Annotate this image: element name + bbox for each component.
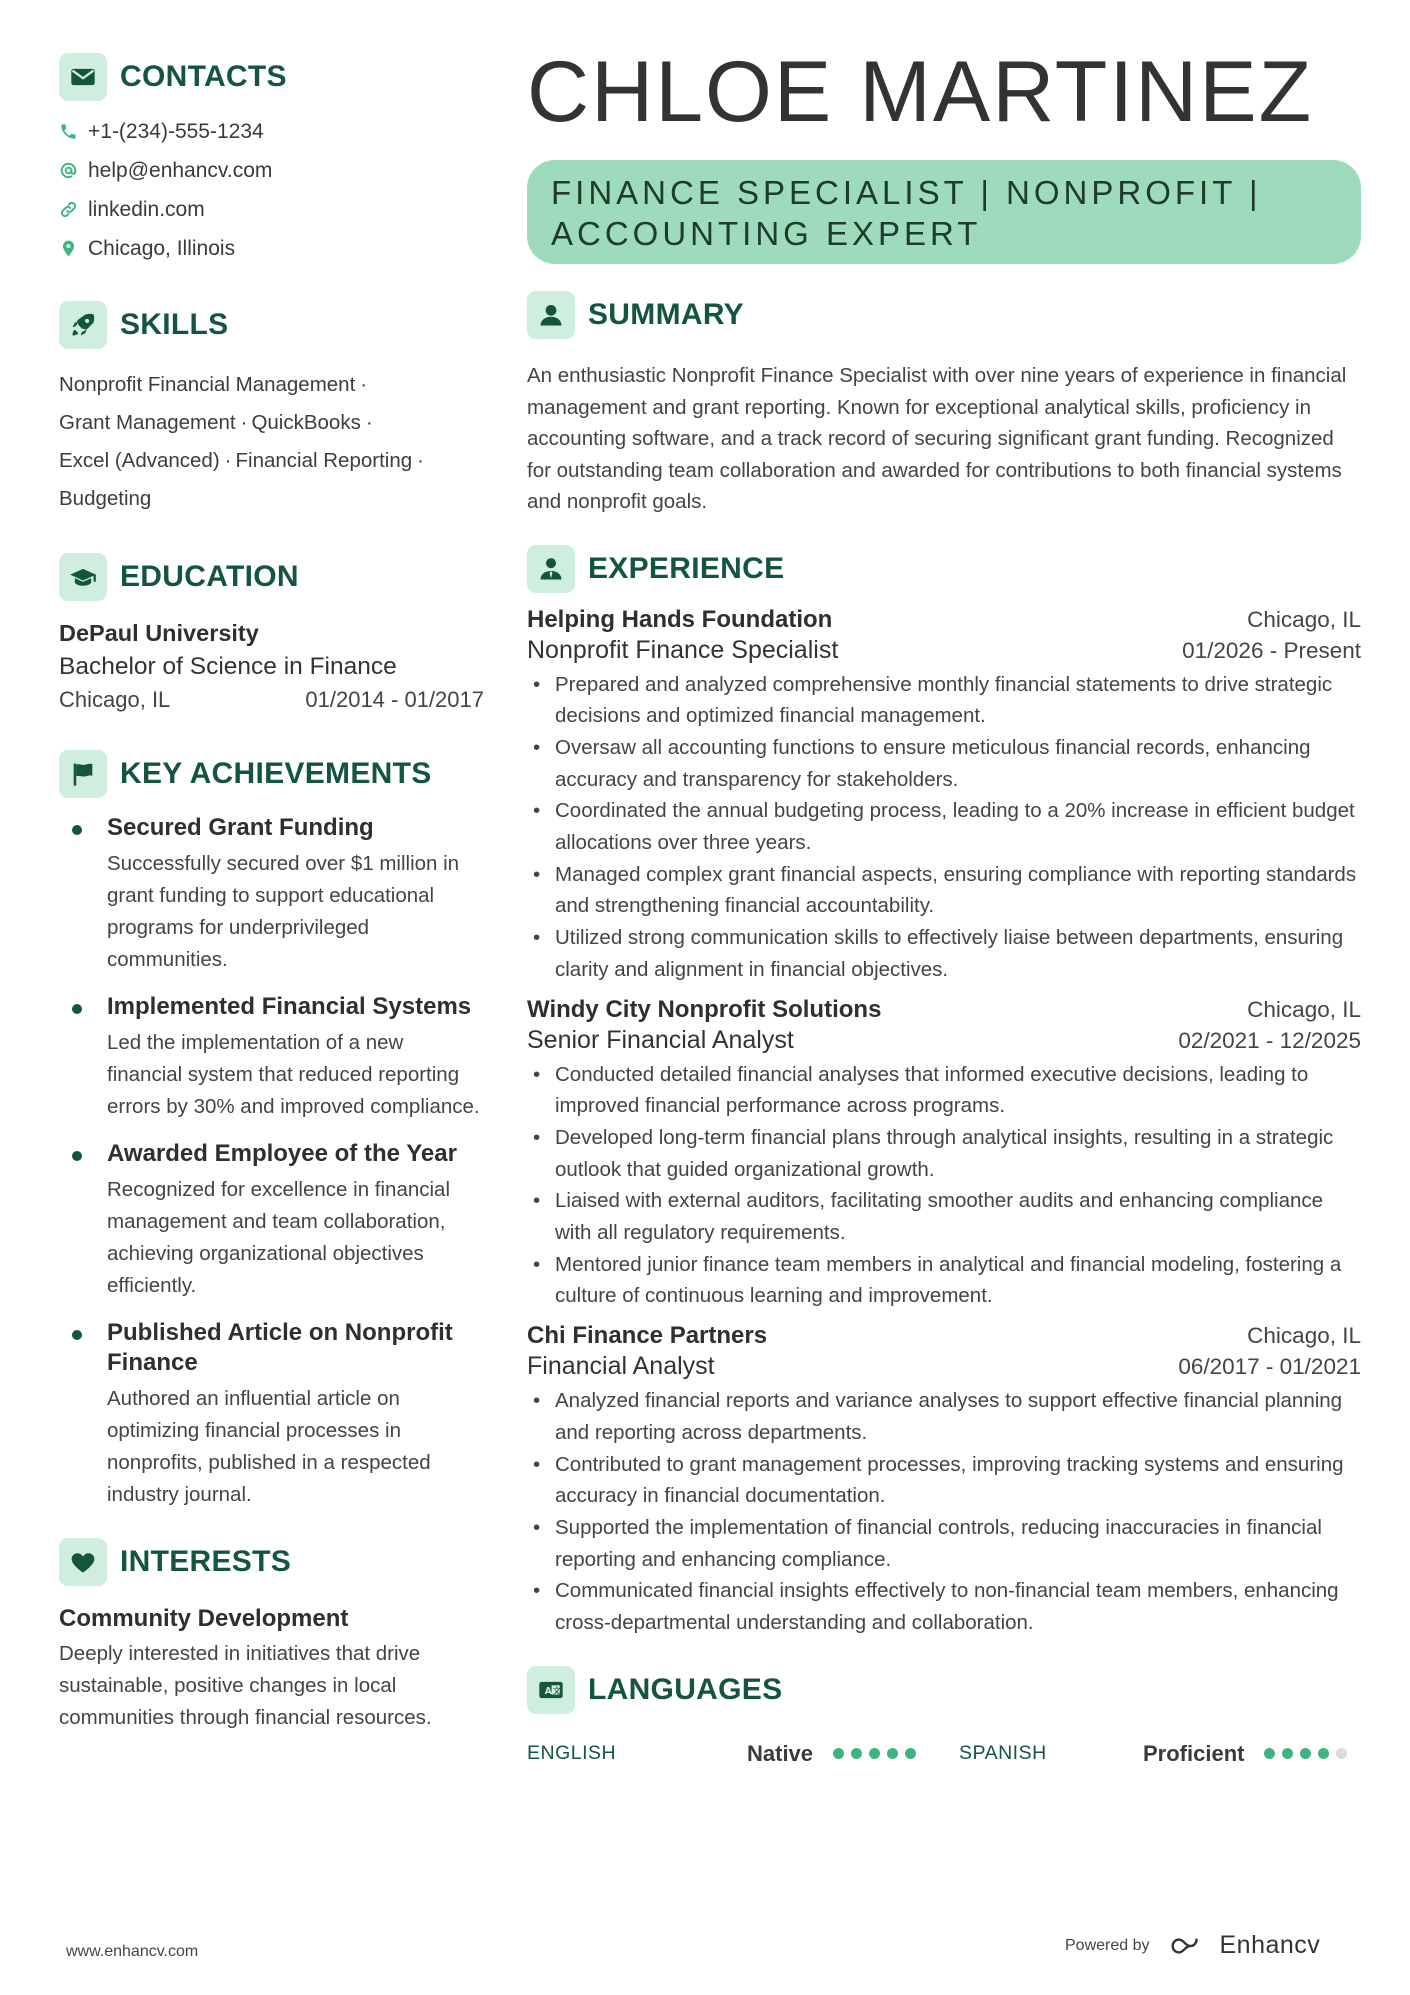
job-bullet: • Managed complex grant financial aspects, ensuring compliance with reporting standards and strengthening financial accountability.: [527, 859, 1361, 922]
job-location: Chicago, IL: [1247, 1323, 1361, 1349]
languages-heading: LANGUAGES: [588, 1672, 783, 1706]
heart-icon: [59, 1538, 107, 1586]
skill-item: Excel (Advanced): [59, 449, 220, 472]
language-level: Proficient: [1143, 1740, 1245, 1766]
footer-branding: [1065, 1931, 1320, 1960]
at-icon: [59, 161, 78, 180]
language-name: ENGLISH: [527, 1742, 617, 1765]
rating-dot-filled: [833, 1748, 844, 1759]
linkedin-text: linkedin.com: [88, 197, 205, 221]
skill-item: Budgeting: [59, 487, 152, 510]
job-entry: [527, 1322, 1361, 1639]
job-bullet: • Coordinated the annual budgeting process, leading to a 20% increase in efficient budget allocations over three years.: [527, 795, 1361, 858]
achievement-text: Recognized for excellence in financial management and team collaboration, achieving organizational objectives efficiently.: [107, 1178, 451, 1297]
job-company: Windy City Nonprofit Solutions: [527, 995, 882, 1023]
achievement-text: Authored an influential article on optimizing financial processes in nonprofits, published in a respected industry journal.: [107, 1387, 431, 1506]
brand-name: Enhancv: [1219, 1931, 1321, 1959]
skills-list: Nonprofit Financial Management · Grant Management · QuickBooks · Excel (Advanced) · Financial Reporting · Budgeting: [59, 373, 424, 510]
rocket-icon: [59, 301, 107, 349]
education-dates: 01/2014 - 01/2017: [305, 687, 484, 712]
headline-band: FINANCE SPECIALIST | NONPROFIT | ACCOUNTING EXPERT: [527, 160, 1361, 264]
contact-email[interactable]: [59, 151, 484, 190]
job-bullet: • Contributed to grant management processes, improving tracking systems and ensuring accuracy in financial documentation.: [527, 1449, 1361, 1512]
job-role: Financial Analyst: [527, 1352, 715, 1381]
svg-text:A: A: [544, 1685, 552, 1697]
footer-website[interactable]: www.enhancv.com: [66, 1943, 199, 1960]
languages-section-header: [527, 1665, 1361, 1715]
achievement-item: [59, 1318, 484, 1511]
achievement-text: Led the implementation of a new financial system that reduced reporting errors by 30% and improved compliance.: [107, 1031, 480, 1118]
achievement-item: [59, 1139, 484, 1302]
contacts-heading: CONTACTS: [120, 60, 287, 93]
link-icon: [59, 200, 78, 219]
job-dates: 01/2026 - Present: [1182, 637, 1361, 663]
contact-location: [59, 229, 484, 268]
job-dates: 02/2021 - 12/2025: [1178, 1027, 1361, 1053]
achievement-title: Awarded Employee of the Year: [107, 1140, 457, 1167]
job-bullet: • Mentored junior finance team members in analytical and financial modeling, fostering a culture of continuous learning and improvement.: [527, 1249, 1361, 1312]
job-location: Chicago, IL: [1247, 996, 1361, 1022]
job-header: [527, 996, 1361, 1024]
achievement-title: Secured Grant Funding: [107, 814, 374, 841]
education-school: DePaul University: [59, 620, 259, 646]
contact-linkedin[interactable]: [59, 190, 484, 229]
businessman-icon: [527, 545, 575, 593]
rating-dot-filled: [887, 1748, 898, 1759]
job-bullet: • Analyzed financial reports and variance analyses to support effective financial planning and reporting across departments.: [527, 1385, 1361, 1448]
envelope-icon: [59, 53, 107, 101]
job-bullet: • Conducted detailed financial analyses that informed executive decisions, leading to improved financial performance across programs.: [527, 1059, 1361, 1122]
contacts-list: [59, 112, 484, 268]
graduation-cap-icon: [59, 553, 107, 601]
interest-text: Deeply interested in initiatives that drive sustainable, positive changes in local communities through financial resources.: [59, 1642, 432, 1729]
language-rating: [833, 1748, 916, 1759]
svg-text:文: 文: [552, 1685, 561, 1696]
job-entry: [527, 996, 1361, 1313]
job-subheader: [527, 636, 1361, 665]
rating-dot-filled: [1282, 1748, 1293, 1759]
interests-section-header: [59, 1537, 484, 1587]
job-dates: 06/2017 - 01/2021: [1178, 1354, 1361, 1380]
location-text: Chicago, Illinois: [88, 236, 236, 260]
achievement-item: [59, 992, 484, 1123]
rating-dot-empty: [1336, 1748, 1347, 1759]
summary-text: An enthusiastic Nonprofit Finance Specialist with over nine years of experience in financial management and grant reporting. Known for exceptional analytical skills, proficiency in accounting software, and a track record of securing significant grant funding. Recognized for outstanding team collaboration and awarded for contributions to both financial systems and nonprofit goals.: [527, 364, 1347, 513]
education-meta: [59, 687, 484, 713]
skill-item: QuickBooks: [251, 411, 361, 434]
education-section-header: [59, 552, 484, 602]
contacts-section-header: [59, 52, 484, 102]
job-bullet: • Supported the implementation of financial controls, reducing inaccuracies in financial reporting and enhancing compliance.: [527, 1512, 1361, 1575]
candidate-name: CHLOE MARTINEZ: [527, 44, 1314, 140]
achievements-section-header: [59, 749, 484, 799]
summary-section-header: [527, 290, 1361, 340]
phone-text: +1-(234)-555-1234: [88, 119, 264, 143]
achievements-heading: KEY ACHIEVEMENTS: [120, 757, 432, 790]
left-column: [59, 52, 484, 1734]
achievement-title: Implemented Financial Systems: [107, 993, 472, 1020]
experience-section-header: [527, 544, 1361, 594]
summary-heading: SUMMARY: [588, 298, 744, 331]
map-pin-icon: [59, 239, 78, 258]
job-company: Chi Finance Partners: [527, 1322, 768, 1350]
achievements-list: [59, 813, 484, 1511]
job-company: Helping Hands Foundation: [527, 605, 833, 633]
skills-heading: SKILLS: [120, 308, 229, 341]
powered-by-text: Powered by: [1065, 1936, 1150, 1954]
education-heading: EDUCATION: [120, 560, 299, 593]
job-header: [527, 606, 1361, 634]
job-bullet: • Oversaw all accounting functions to ensure meticulous financial records, enhancing accuracy and transparency for stakeholders.: [527, 732, 1361, 795]
job-bullet: • Prepared and analyzed comprehensive monthly financial statements to drive strategic decisions and optimized financial management.: [527, 669, 1361, 732]
job-subheader: [527, 1026, 1361, 1055]
skills-section-header: [59, 300, 484, 350]
education-degree: Bachelor of Science in Finance: [59, 653, 397, 680]
language-level: Native: [747, 1740, 814, 1766]
skill-item: Nonprofit Financial Management: [59, 373, 356, 396]
experience-heading: EXPERIENCE: [588, 551, 785, 585]
job-bullets: [527, 1385, 1361, 1639]
rating-dot-filled: [1318, 1748, 1329, 1759]
enhancv-logo[interactable]: [1168, 1931, 1321, 1960]
rating-dot-filled: [851, 1748, 862, 1759]
job-location: Chicago, IL: [1247, 606, 1361, 632]
enhancv-logo-icon: [1168, 1935, 1214, 1957]
job-bullet: • Liaised with external auditors, facilitating smoother audits and enhancing compliance with all regulatory requirements.: [527, 1185, 1361, 1248]
skill-item: Grant Management: [59, 411, 236, 434]
language-icon: [527, 1666, 575, 1714]
rating-dot-filled: [1264, 1748, 1275, 1759]
contact-phone[interactable]: [59, 112, 484, 151]
right-column: [527, 44, 1361, 1767]
flag-icon: [59, 750, 107, 798]
job-bullets: [527, 1059, 1361, 1313]
rating-dot-filled: [905, 1748, 916, 1759]
interest-title: Community Development: [59, 1605, 349, 1632]
rating-dot-filled: [1300, 1748, 1311, 1759]
bullet-dot: [72, 825, 82, 835]
languages-row: [527, 1741, 1361, 1767]
education-location: Chicago, IL: [59, 687, 171, 712]
achievement-item: [59, 813, 484, 976]
job-subheader: [527, 1352, 1361, 1381]
skill-item: Financial Reporting: [235, 449, 413, 472]
job-bullet: • Developed long-term financial plans through analytical insights, resulting in a strategic outlook that guided organizational growth.: [527, 1122, 1361, 1185]
user-icon: [527, 291, 575, 339]
job-bullet: • Utilized strong communication skills to effectively liaise between departments, ensuring clarity and alignment in financial objectives.: [527, 922, 1361, 985]
language-item: [959, 1741, 1359, 1767]
job-entry: [527, 606, 1361, 986]
job-role: Nonprofit Finance Specialist: [527, 635, 839, 664]
language-item: [527, 1741, 927, 1767]
job-bullet: • Communicated financial insights effectively to non-financial team members, enhancing cross-departmental understanding and collaboration.: [527, 1575, 1361, 1638]
job-bullets: [527, 669, 1361, 986]
language-name: SPANISH: [959, 1742, 1047, 1765]
rating-dot-filled: [869, 1748, 880, 1759]
achievement-title: Published Article on Nonprofit Finance: [107, 1319, 453, 1376]
job-role: Senior Financial Analyst: [527, 1025, 794, 1054]
job-header: [527, 1322, 1361, 1350]
achievement-text: Successfully secured over $1 million in grant funding to support educational programs for underprivileged communities.: [107, 852, 460, 971]
interests-heading: INTERESTS: [120, 1545, 292, 1578]
phone-icon: [59, 122, 78, 141]
bullet-dot: [72, 1004, 82, 1014]
bullet-dot: [72, 1330, 82, 1340]
email-text: help@enhancv.com: [88, 158, 273, 182]
bullet-dot: [72, 1151, 82, 1161]
language-rating: [1264, 1748, 1347, 1759]
